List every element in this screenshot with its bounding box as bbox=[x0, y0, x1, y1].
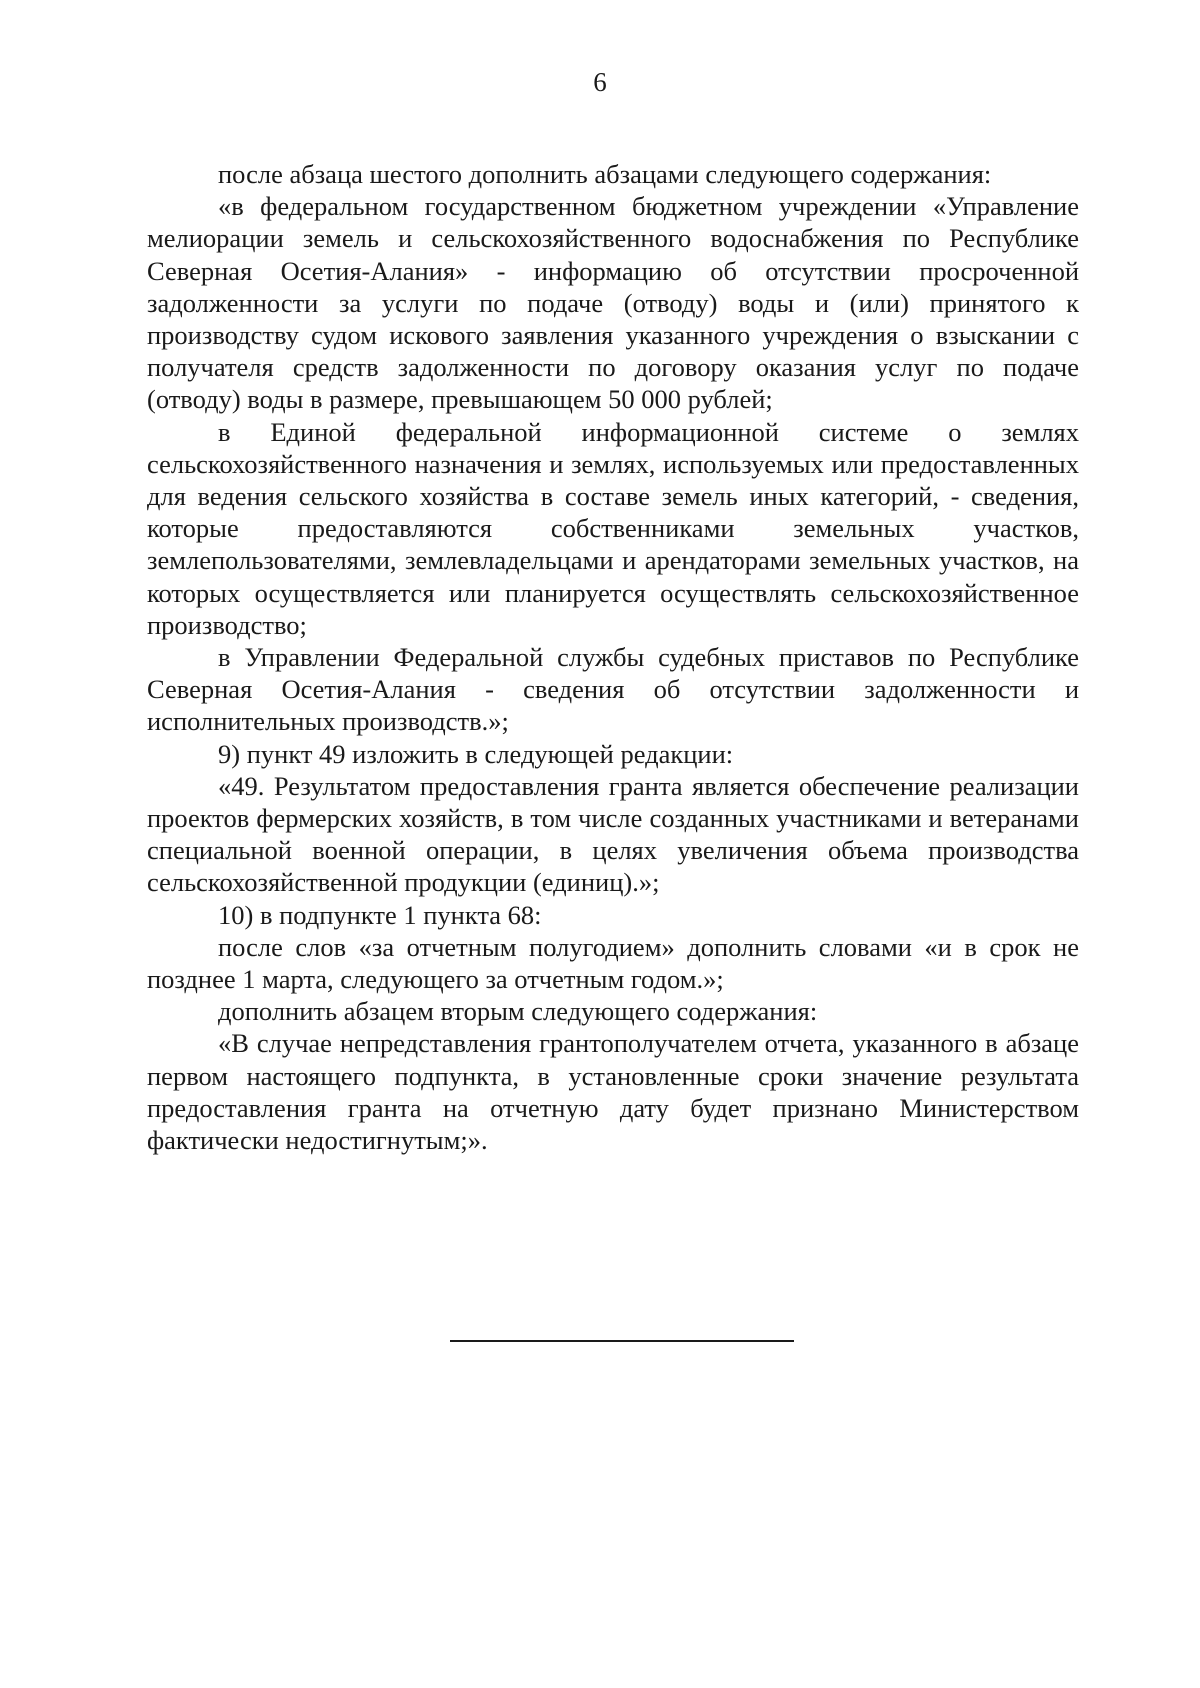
paragraph-add-second: дополнить абзацем вторым следующего содержания: bbox=[218, 996, 818, 1027]
paragraph-item-49: «49. Результатом предоставления гранта является обеспечение реализации проектов фермерских хозяйств, в том числе созданных участниками и ветеранами специальной военной операции, в целях увеличения объема производства сельскохозяйственной продукции (единиц).»; bbox=[147, 770, 1079, 898]
paragraph-report-failure: «В случае непредставления грантополучателем отчета, указанного в абзаце первом настоящего подпункта, в установленные сроки значение результата предоставления гранта на отчетную дату будет признано Министерством фактически недостигнутым;». bbox=[147, 1028, 1079, 1156]
document-body bbox=[147, 158, 1079, 1156]
end-divider-line bbox=[450, 1340, 794, 1342]
paragraph-after-words: после слов «за отчетным полугодием» дополнить словами «и в срок не позднее 1 марта, следующего за отчетным годом.»; bbox=[147, 931, 1079, 995]
paragraph-melioration: «в федеральном государственном бюджетном учреждении «Управление мелиорации земель и сельскохозяйственного водоснабжения по Республике Северная Осетия-Алания» - информацию об отсутствии просроченной задолженности за услуги по подаче (отводу) воды и (или) принятого к производству судом искового заявления указанного учреждения о взыскании с получателя средств задолженности по договору оказания услуг по подаче (отводу) воды в размере, превышающем 50 000 рублей; bbox=[147, 191, 1079, 415]
paragraph-item-10: 10) в подпункте 1 пункта 68: bbox=[218, 899, 542, 930]
paragraph-bailiffs: в Управлении Федеральной службы судебных приставов по Республике Северная Осетия-Алания - сведения об отсутствии задолженности и исполнительных производств.»; bbox=[147, 642, 1079, 737]
page-number: 6 bbox=[593, 67, 607, 97]
paragraph-item-9: 9) пункт 49 изложить в следующей редакции: bbox=[218, 738, 734, 769]
paragraph-intro: после абзаца шестого дополнить абзацами следующего содержания: bbox=[218, 159, 992, 189]
paragraph-land-system: в Единой федеральной информационной системе о землях сельскохозяйственного назначения и землях, используемых или предоставленных для ведения сельского хозяйства в составе земель иных категорий, - сведения, которые предоставляются собственниками земельных участков, землепользователями, землевладельцами и арендаторами земельных участков, на которых осуществляется или планируется осуществлять сельскохозяйственное производство; bbox=[147, 416, 1079, 640]
